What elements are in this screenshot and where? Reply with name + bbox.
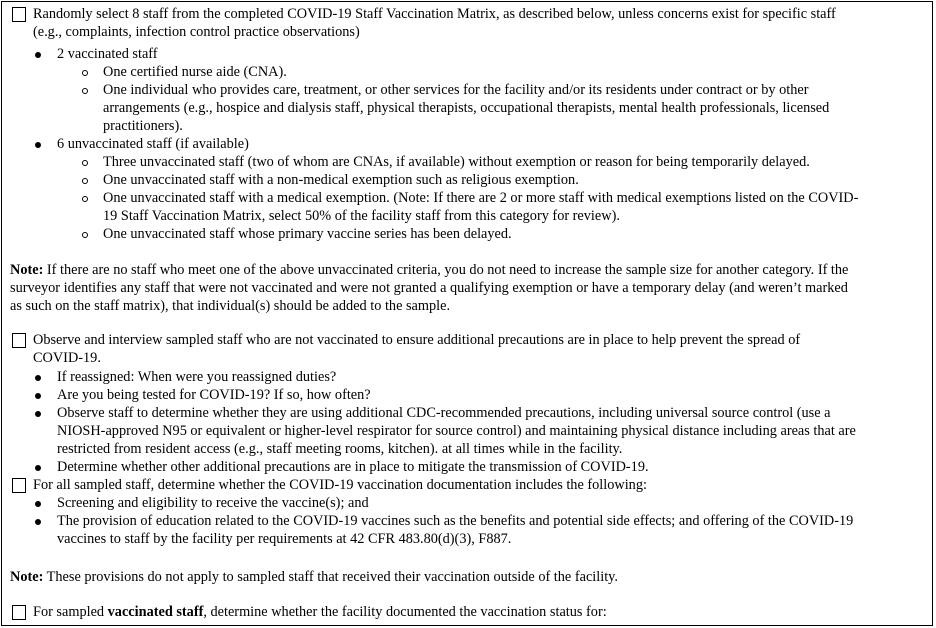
vaccinated-item-contract-line1: One individual who provides care, treatment, or other services for the facility and/or its residents under contract or by other — [103, 82, 809, 98]
unvaccinated-item-2: One unvaccinated staff with a non-medical exemption such as religious exemption. — [103, 172, 579, 188]
bullet-icon — [35, 375, 41, 381]
vaccinated-item-contract-line3: practitioners). — [103, 118, 183, 134]
section2-bullet-4: Determine whether other additional precautions are in place to mitigate the transmission of COVID-19. — [57, 459, 649, 475]
section2-bullet-3-line3: restricted from resident access (e.g., staff meeting rooms, kitchen). at all times while in the facility. — [57, 441, 623, 457]
unvaccinated-item-4: One unvaccinated staff whose primary vaccine series has been delayed. — [103, 226, 512, 242]
section2-bullet-3-line1: Observe staff to determine whether they are using additional CDC-recommended precautions, including universal source control (use a — [57, 405, 831, 421]
checkbox-vaccinated-status[interactable] — [12, 605, 26, 620]
circle-bullet-icon — [82, 196, 88, 202]
bullet-icon — [35, 411, 41, 417]
circle-bullet-icon — [82, 178, 88, 184]
circle-bullet-icon — [82, 88, 88, 94]
bullet-icon — [35, 393, 41, 399]
vaccinated-label: 2 vaccinated staff — [57, 46, 158, 62]
note1-line1 — [10, 261, 848, 279]
note2-text: These provisions do not apply to sampled staff that received their vaccination outside of the facility. — [43, 569, 618, 585]
section3-bullet-2-line1: The provision of education related to the COVID-19 vaccines such as the benefits and potential side effects; and offering of the COVID-19 — [57, 513, 854, 529]
section3-bullet-1: Screening and eligibility to receive the vaccine(s); and — [57, 495, 369, 511]
section3-intro: For all sampled staff, determine whether the COVID-19 vaccination documentation includes the following: — [33, 477, 647, 493]
checkbox-random-select[interactable] — [12, 7, 26, 22]
bullet-icon — [35, 142, 41, 148]
vaccinated-item-contract-line2: arrangements (e.g., hospice and dialysis staff, physical therapists, occupational therapists, mental health professionals, licensed — [103, 100, 830, 116]
section1-intro-line2: (e.g., complaints, infection control practice observations) — [33, 24, 360, 40]
section2-bullet-3-line2: NIOSH-approved N95 or equivalent or higher-level respirator for source control) and maintaining physical distance including areas that are — [57, 423, 856, 439]
circle-bullet-icon — [82, 70, 88, 76]
note2-line — [10, 568, 618, 586]
section4-line — [33, 603, 607, 621]
unvaccinated-item-1: Three unvaccinated staff (two of whom are CNAs, if available) without exemption or reason for being temporarily delayed. — [103, 154, 810, 170]
unvaccinated-label: 6 unvaccinated staff (if available) — [57, 136, 249, 152]
section4-suffix: , determine whether the facility documented the vaccination status for: — [203, 604, 607, 620]
section1-intro-line1: Randomly select 8 staff from the completed COVID-19 Staff Vaccination Matrix, as described below, unless concerns exist for specific staff — [33, 6, 836, 22]
unvaccinated-item-3-line2: 19 Staff Vaccination Matrix, select 50% of the facility staff from this category for review). — [103, 208, 620, 224]
section4-prefix: For sampled — [33, 604, 108, 620]
bullet-icon — [35, 519, 41, 525]
section4-bold: vaccinated staff — [107, 604, 204, 620]
note1-line3: as such on the staff matrix), that individual(s) should be added to the sample. — [10, 298, 451, 314]
note1-label: Note: — [10, 262, 44, 278]
circle-bullet-icon — [82, 232, 88, 238]
note1-text-line1: If there are no staff who meet one of the above unvaccinated criteria, you do not need to increase the sample size for another category. If the — [43, 262, 849, 278]
section2-intro-line1: Observe and interview sampled staff who are not vaccinated to ensure additional precautions are in place to help prevent the spread of — [33, 332, 801, 348]
checkbox-observe-interview[interactable] — [12, 333, 26, 348]
unvaccinated-item-3-line1: One unvaccinated staff with a medical exemption. (Note: If there are 2 or more staff with medical exemptions listed on the COVID- — [103, 190, 859, 206]
bullet-icon — [35, 501, 41, 507]
section3-bullet-2-line2: vaccines to staff by the facility per requirements at 42 CFR 483.80(d)(3), F887. — [57, 531, 512, 547]
checkbox-documentation[interactable] — [12, 478, 26, 493]
section2-bullet-2: Are you being tested for COVID-19? If so, how often? — [57, 387, 371, 403]
note2-label: Note: — [10, 569, 44, 585]
circle-bullet-icon — [82, 160, 88, 166]
note1-line2: surveyor identifies any staff that were not vaccinated and were not granted a qualifying exemption or have a temporary delay (and weren’t marked — [10, 280, 848, 296]
vaccinated-item-cna: One certified nurse aide (CNA). — [103, 64, 287, 80]
section2-intro-line2: COVID-19. — [33, 350, 101, 366]
section2-bullet-1: If reassigned: When were you reassigned duties? — [57, 369, 337, 385]
bullet-icon — [35, 52, 41, 58]
bullet-icon — [35, 465, 41, 471]
